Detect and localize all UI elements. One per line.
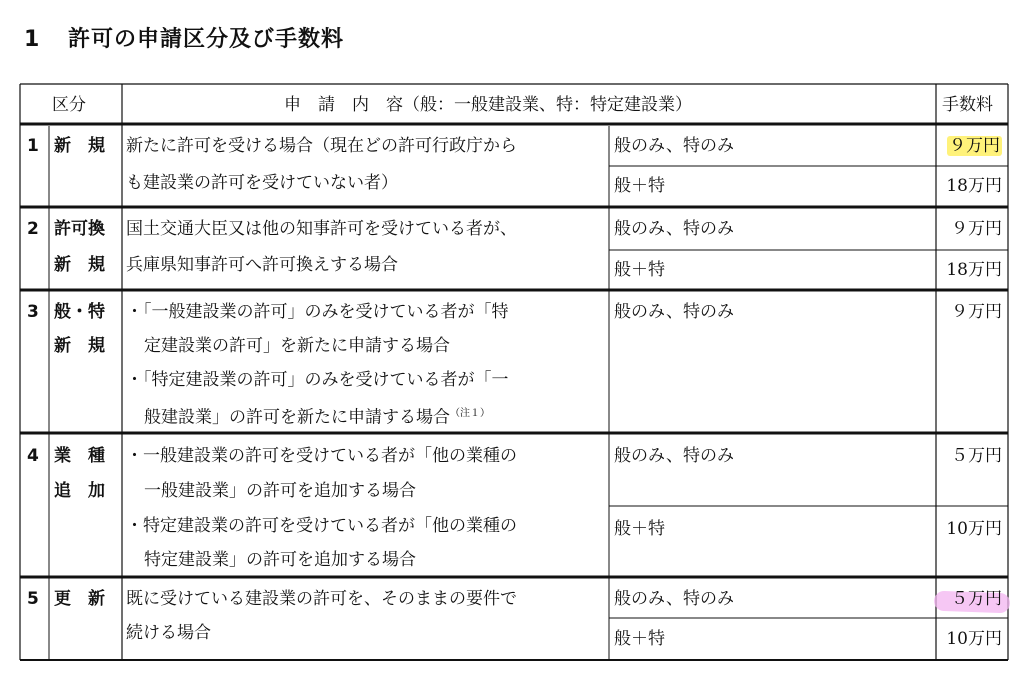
row-desc-line: ・「一般建設業の許可」のみを受けている者が「特 <box>126 302 509 322</box>
row-desc-line: ・一般建設業の許可を受けている者が「他の業種の <box>126 446 517 466</box>
fee-value: ９万円 <box>951 302 1002 322</box>
applicant-type: 般のみ、特のみ <box>614 219 735 239</box>
row-label: 般・特 <box>54 302 105 322</box>
footnote-ref: （注１） <box>450 408 490 419</box>
row-number: 3 <box>27 302 39 322</box>
row-desc-line: ・「特定建設業の許可」のみを受けている者が「一 <box>126 370 509 390</box>
row-desc-text: 般建設業」の許可を新たに申請する場合 <box>144 407 450 428</box>
applicant-type: 般＋特 <box>614 176 665 196</box>
row-desc-line <box>144 399 490 433</box>
header-category: 区分 <box>52 95 86 115</box>
row-number: 5 <box>27 589 39 609</box>
fee-value: ９万円 <box>951 219 1002 239</box>
row-desc-line: 定建設業の許可」を新たに申請する場合 <box>144 336 450 356</box>
header-fee: 手数料 <box>942 95 993 115</box>
row-desc-line: 続ける場合 <box>126 623 211 643</box>
fee-value: 18万円 <box>946 260 1002 280</box>
row-number: 1 <box>27 136 39 156</box>
applicant-type: 般＋特 <box>614 629 665 649</box>
fee-value: ５万円 <box>951 446 1002 466</box>
fee-value: 18万円 <box>946 176 1002 196</box>
row-label: 新 規 <box>54 255 105 275</box>
row-desc-line: ・特定建設業の許可を受けている者が「他の業種の <box>126 516 517 536</box>
row-label: 更 新 <box>54 589 105 609</box>
row-number: 4 <box>27 446 39 466</box>
fee-value: ５万円 <box>951 589 1002 609</box>
applicant-type: 般のみ、特のみ <box>614 446 735 466</box>
applicant-type: 般のみ、特のみ <box>614 302 735 322</box>
title-number: 1 <box>24 27 41 52</box>
row-desc-line: 兵庫県知事許可へ許可換えする場合 <box>126 255 398 275</box>
applicant-type: 般のみ、特のみ <box>614 589 735 609</box>
fee-value <box>938 131 1002 161</box>
header-content: 申 請 内 容（般：一般建設業、特：特定建設業） <box>284 95 692 115</box>
fee-value: 10万円 <box>946 519 1002 539</box>
row-desc-line: 既に受けている建設業の許可を、そのままの要件で <box>126 589 517 609</box>
row-desc-line: 特定建設業」の許可を追加する場合 <box>144 550 416 570</box>
applicant-type: 般＋特 <box>614 519 665 539</box>
row-label: 新 規 <box>54 336 105 356</box>
row-desc-line: 一般建設業」の許可を追加する場合 <box>144 481 416 501</box>
applicant-type: 般のみ、特のみ <box>614 136 735 156</box>
row-label: 新 規 <box>54 136 105 156</box>
row-label: 業 種 <box>54 446 105 466</box>
row-desc-line: 新たに許可を受ける場合（現在どの許可行政庁から <box>126 136 517 156</box>
row-label: 許可換 <box>54 219 105 239</box>
title-text: 許可の申請区分及び手数料 <box>68 27 345 52</box>
fee-value: 10万円 <box>946 629 1002 649</box>
row-desc-line: も建設業の許可を受けていない者） <box>126 173 398 193</box>
row-desc-line: 国土交通大臣又は他の知事許可を受けている者が、 <box>126 219 517 239</box>
applicant-type: 般＋特 <box>614 260 665 280</box>
fee-highlight: ９万円 <box>949 136 1000 156</box>
row-number: 2 <box>27 219 39 239</box>
row-label: 追 加 <box>54 481 105 501</box>
